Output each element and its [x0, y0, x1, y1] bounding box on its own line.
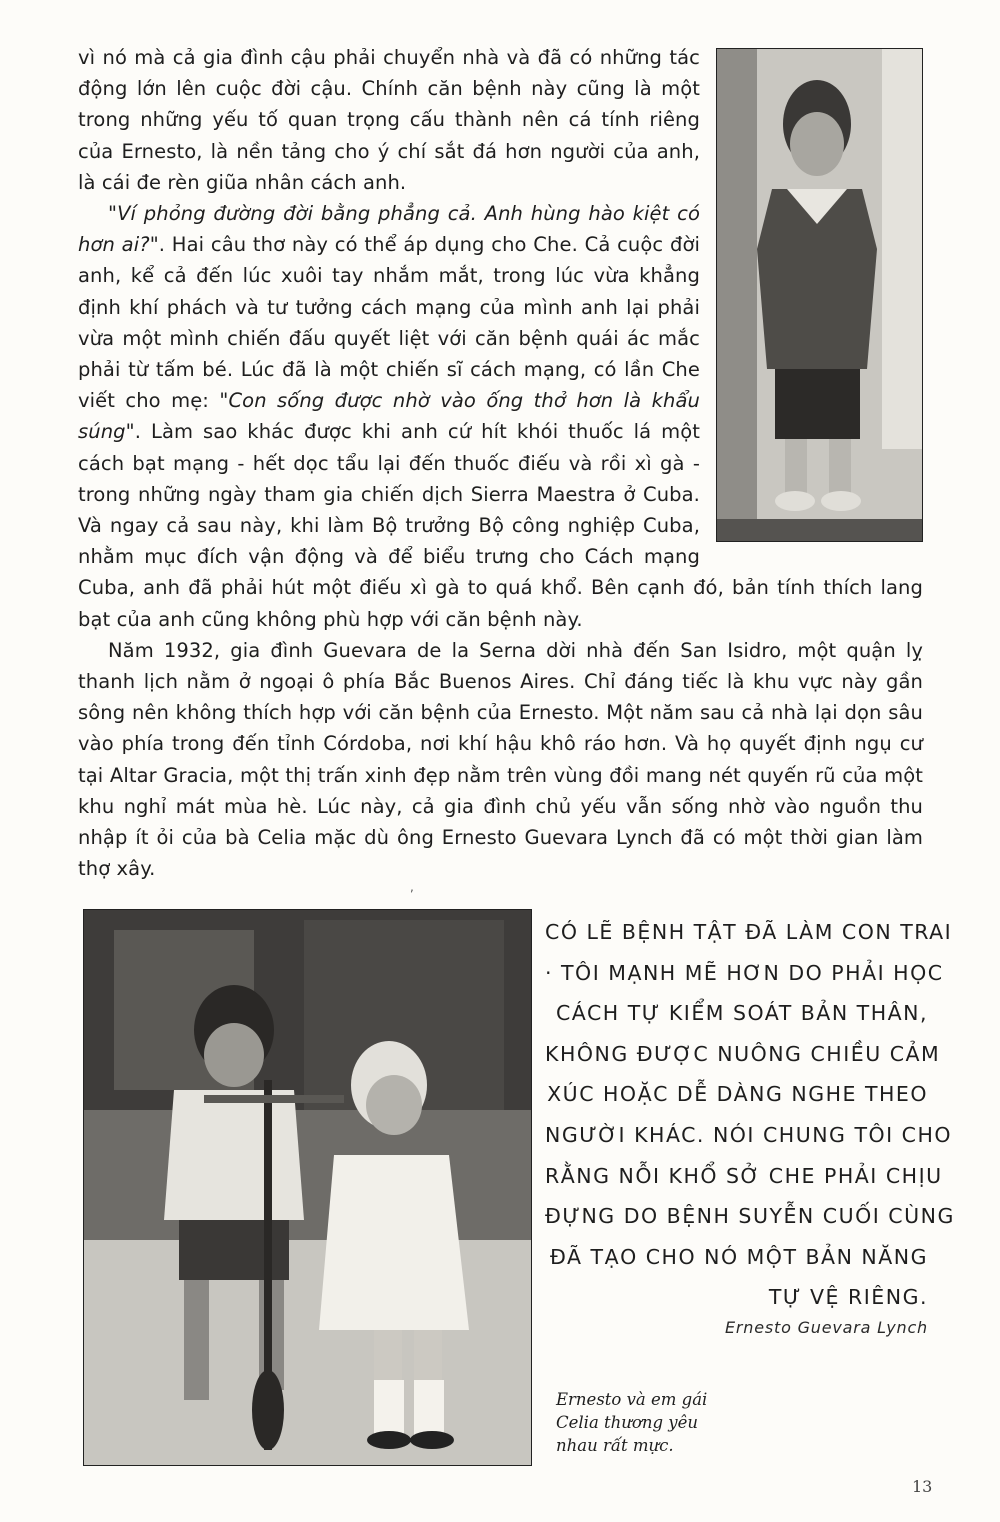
stray-mark: ,	[410, 880, 414, 894]
paragraph-2-text-a: . Hai câu thơ này có thể áp dụng cho Che. Cả cuộc đời anh, kể cả đến lúc xuôi tay nhắm mắt, trong lúc vừa khẳng định khí phách và tư tưởng cách mạng của mình anh lại phải vừa một mình chiến đấu quyết liệt với căn bệnh quái ác mắc phải từ tấm bé. Lúc đã là một chiến sĩ cách mạng, có lần Che viết cho mẹ:	[78, 233, 700, 413]
quote-author: Ernesto Guevara Lynch	[725, 1318, 928, 1337]
photo-young-ernesto	[716, 48, 923, 542]
page-number: 13	[912, 1477, 933, 1496]
letter-quote: "Con sống được nhờ vào ống thở hơn là khẩu súng"	[78, 389, 700, 444]
quote-line: RẰNG NỖI KHỔ SỞ CHE PHẢI CHỊU	[545, 1163, 943, 1188]
paragraph-1: vì nó mà cả gia đình cậu phải chuyển nhà và đã có những tác động lớn lên cuộc đời cậu. Chính căn bệnh này cũng là một trong những yếu tố quan trọng cấu thành nên cá tính riêng của Ernesto, là nền tảng cho ý chí sắt đá hơn người của anh, là cái đe rèn giũa nhân cách anh.	[78, 46, 700, 194]
poem-quote: "Ví phỏng đường đời bằng phẳng cả. Anh hùng hào kiệt có hơn ai?"	[78, 202, 700, 257]
caption-line: nhau rất mực.	[556, 1436, 674, 1455]
body-text	[78, 42, 923, 884]
quote-line: · TÔI MẠNH MẼ HƠN DO PHẢI HỌC	[545, 960, 944, 985]
quote-line: CÁCH TỰ KIỂM SOÁT BẢN THÂN,	[555, 1001, 928, 1026]
quote-line: XÚC HOẶC DỄ DÀNG NGHE THEO	[547, 1082, 928, 1107]
caption-line: Ernesto và em gái	[556, 1390, 708, 1409]
paragraph-2-text-b: . Làm sao khác được khi anh cứ hít khói thuốc lá một cách bạt mạng - hết dọc tẩu lại đến thuốc điếu và rồi xì gà - trong những ngày tham gia chiến dịch Sierra Maestra ở Cuba. Và ngay cả sau này, khi làm Bộ trưởng Bộ công nghiệp Cuba, nhằm mục đích vận động và để biểu trưng cho Cách mạng Cuba, anh đã phải hút một điếu xì gà to quá khổ. Bên cạnh đó, bản tính thích lang bạt của anh cũng không phù hợp với căn bệnh này.	[78, 420, 923, 631]
quote-line: ĐỰNG DO BỆNH SUYỄN CUỐI CÙNG	[545, 1204, 955, 1229]
quote-line: ĐÃ TẠO CHO NÓ MỘT BẢN NĂNG	[549, 1244, 928, 1269]
caption-line: Celia thương yêu	[556, 1413, 698, 1432]
quote-line: KHÔNG ĐƯỢC NUÔNG CHIỀU CẢM	[545, 1041, 941, 1066]
paragraph-3: Năm 1932, gia đình Guevara de la Serna dời nhà đến San Isidro, một quận lỵ thanh lịch nằm ở ngoại ô phía Bắc Buenos Aires. Chỉ đáng tiếc là khu vực này gần sông nên không thích hợp với căn bệnh của Ernesto. Một năm sau cả nhà lại dọn sâu vào phía trong đến tỉnh Córdoba, nơi khí hậu khô ráo hơn. Và họ quyết định ngụ cư tại Altar Gracia, một thị trấn xinh đẹp nằm trên vùng đồi mang nét quyến rũ của một khu nghỉ mát mùa hè. Lúc này, cả gia đình chủ yếu vẫn sống nhờ vào nguồn thu nhập ít ỏi của bà Celia mặc dù ông Ernesto Guevara Lynch đã có một thời gian làm thợ xây.	[78, 638, 923, 881]
photo-ernesto-and-celia	[83, 909, 532, 1466]
quote-line: CÓ LẼ BỆNH TẬT ĐÃ LÀM CON TRAI	[545, 920, 953, 944]
quote-line: NGƯỜI KHÁC. NÓI CHUNG TÔI CHO	[545, 1122, 953, 1147]
pull-quote	[545, 912, 955, 1318]
quote-line: TỰ VỆ RIÊNG.	[768, 1285, 928, 1310]
photo-caption	[556, 1388, 776, 1457]
